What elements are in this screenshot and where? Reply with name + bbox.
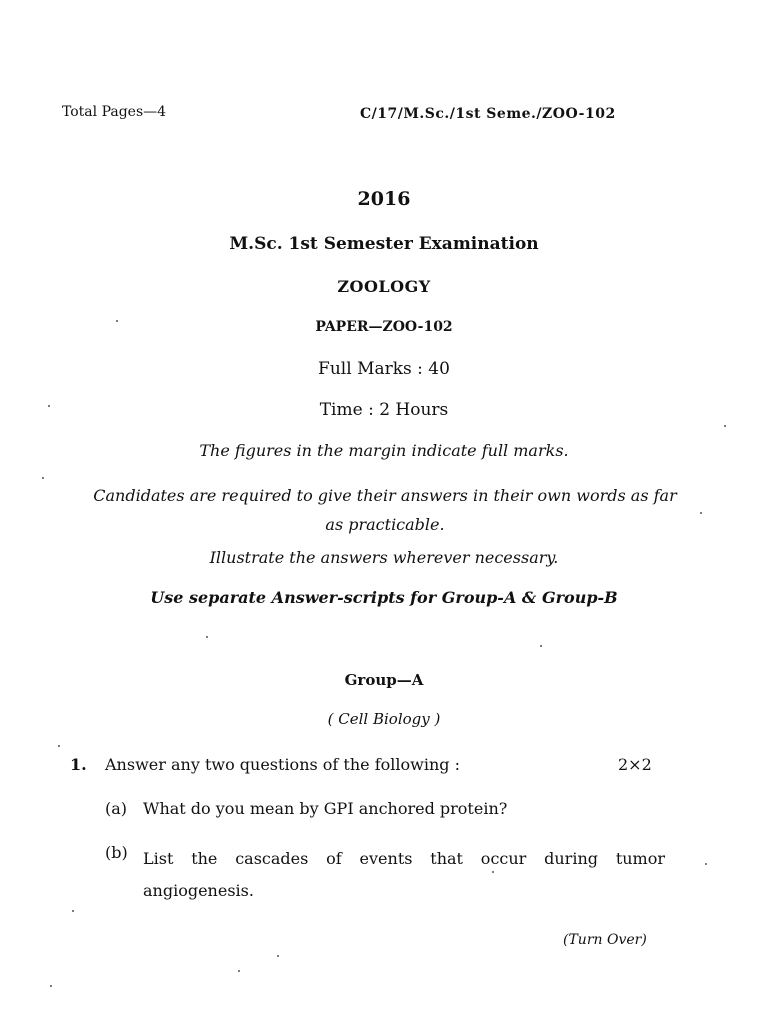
scan-speck [72,910,74,912]
marks-note: The figures in the margin indicate full marks. [199,441,569,460]
full-marks: Full Marks : 40 [318,359,450,379]
exam-title: M.Sc. 1st Semester Examination [229,234,539,254]
subject-title: ZOOLOGY [337,277,431,296]
illustrate-note: Illustrate the answers wherever necessary. [209,548,559,567]
scan-speck [492,871,494,873]
scan-speck [705,863,707,865]
scan-speck [58,745,60,747]
question-marks: 2×2 [618,755,652,774]
scan-speck [238,970,240,972]
question-number: 1. [70,755,87,774]
scan-speck [116,320,118,322]
scan-speck [48,405,50,407]
scan-speck [277,955,279,957]
group-heading: Group—A [344,671,424,689]
scan-speck [540,645,542,647]
own-words-note: Candidates are required to give their answers in their own words as far as practicable. [93,486,677,534]
part-b-text: List the cascades of events that occur during tumor angiogenesis. [143,849,665,900]
group-topic: ( Cell Biology ) [327,710,441,728]
exam-year: 2016 [357,188,411,210]
turn-over-note: (Turn Over) [563,932,647,948]
paper-code-title: PAPER—ZOO-102 [315,319,453,335]
part-a-label: (a) [105,799,128,818]
scan-speck [724,425,726,427]
question-text: Answer any two questions of the following : [105,755,460,774]
scan-speck [42,477,44,479]
paper-code: C/17/M.Sc./1st Seme./ZOO-102 [360,106,616,122]
exam-time: Time : 2 Hours [319,400,449,420]
scan-speck [206,636,208,638]
scan-speck [700,512,702,514]
part-b-label: (b) [105,843,128,862]
total-pages: Total Pages—4 [62,104,167,120]
scan-speck [50,985,52,987]
part-a-text: What do you mean by GPI anchored protein? [143,799,508,818]
separate-scripts-note: Use separate Answer-scripts for Group-A & Group-B [150,588,618,607]
